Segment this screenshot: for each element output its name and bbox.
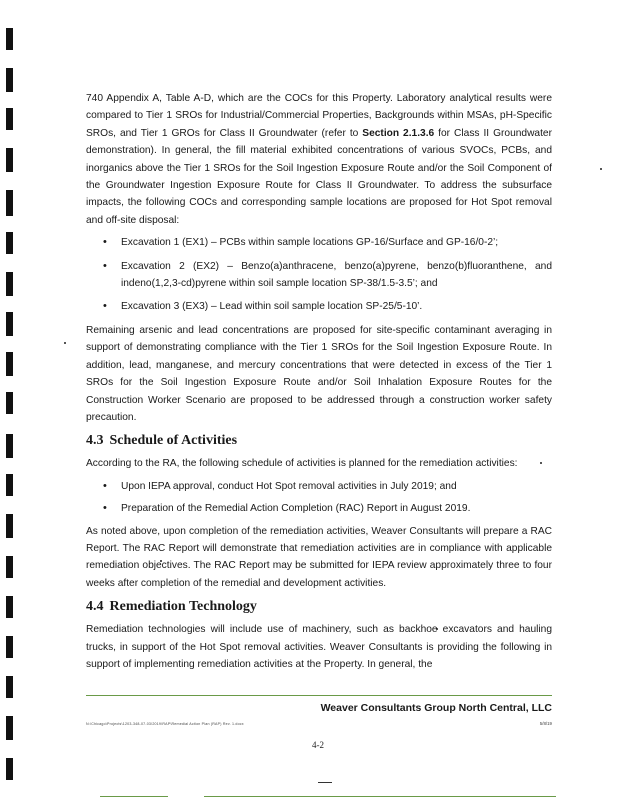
schedule-item: • Preparation of the Remedial Action Completion (RAC) Report in August 2019. bbox=[86, 500, 552, 517]
footer-divider bbox=[86, 695, 552, 696]
section-heading-schedule bbox=[86, 432, 552, 450]
section-number: 4.3 bbox=[86, 433, 104, 449]
section-number: 4.4 bbox=[86, 599, 104, 615]
excavation-list bbox=[86, 234, 552, 316]
footer-company-name: Weaver Consultants Group North Central, LLC bbox=[320, 702, 552, 714]
bottom-dash-mark bbox=[318, 782, 332, 783]
section-title: Schedule of Activities bbox=[109, 433, 238, 449]
excavation-item: • Excavation 3 (EX3) – Lead within soil sample location SP-25/5-10’. bbox=[86, 298, 552, 315]
paragraph-coc-text: 740 Appendix A, Table A-D, which are the COCs for this Property. Laboratory analytical results were compared to Tier 1 SROs for Industrial/Commercial Properties, Backgrounds within MSAs, pH-Specific SROs, and Tier 1 GROs for Class II Groundwater (refer to bbox=[86, 93, 552, 139]
page-number: 4-2 bbox=[312, 740, 324, 750]
bottom-edge-line-left bbox=[100, 796, 168, 797]
excavation-item: • Excavation 1 (EX1) – PCBs within sample locations GP-16/Surface and GP-16/0-2’; bbox=[86, 234, 552, 251]
section-reference: Section 2.1.3.6 bbox=[362, 127, 435, 139]
paragraph-coc-comparison bbox=[86, 90, 552, 229]
page-body bbox=[86, 90, 552, 673]
schedule-item: • Upon IEPA approval, conduct Hot Spot removal activities in July 2019; and bbox=[86, 478, 552, 495]
paragraph-rac-report: As noted above, upon completion of the remediation activities, Weaver Consultants will prepare a RAC Report. The RAC Report will demonstrate that remediation activities are in compliance with applicable remediation objectives. The RAC Report may be submitted for IEPA review approximately three to four weeks after completion of the remedial and development activities. bbox=[86, 525, 552, 589]
footer-date: 5/8/19 bbox=[539, 721, 552, 726]
excavation-item: • Excavation 2 (EX2) – Benzo(a)anthracene, benzo(a)pyrene, benzo(b)fluoranthene, and indeno(1,2,3-cd)pyrene within soil sample location SP-38/1.5-3.5’; and bbox=[86, 258, 552, 293]
footer-file-path: N:\Chicago\Projects\1203-348-07-03\2019\RAP\Remedial Action Plan (RAP) Rev. 1.docx bbox=[86, 722, 244, 726]
schedule-list bbox=[86, 478, 552, 518]
paragraph-coc-text-rest: for Class II Groundwater demonstration). In general, the fill material exhibited concentrations of various SVOCs, PCBs, and inorganics above the Tier 1 SROs for the Soil Ingestion Exposure Route and/or the Soil Component of the Groundwater Ingestion Exposure Route for Class II Groundwater. To address the subsurface impacts, the following COCs and corresponding sample locations are proposed for Hot Spot removal and off-site disposal: bbox=[86, 127, 552, 226]
paragraph-remediation-technologies: Remediation technologies will include use of machinery, such as backhoe excavators and hauling trucks, in support of the Hot Spot removal activities. Weaver Consultants is providing the following in support of implementing remediation activities at the Property. In general, the bbox=[86, 624, 552, 670]
bottom-edge-line-right bbox=[204, 796, 556, 797]
paragraph-remaining-concentrations: Remaining arsenic and lead concentrations are proposed for site-specific contaminant averaging in support of demonstrating compliance with the Tier 1 SROs for the Soil Ingestion Exposure Route. In addition, lead, manganese, and mercury concentrations that were detected in excess of the Tier 1 SROs for the Soil Ingestion Exposure Route and/or Soil Inhalation Exposure Routes for the Construction Worker Scenario are proposed to be addressed through a construction worker safety precaution. bbox=[86, 324, 552, 423]
section-title: Remediation Technology bbox=[109, 599, 257, 615]
section-heading-remediation-technology bbox=[86, 598, 552, 616]
paragraph-schedule-intro: According to the RA, the following schedule of activities is planned for the remediation activities: bbox=[86, 458, 518, 470]
